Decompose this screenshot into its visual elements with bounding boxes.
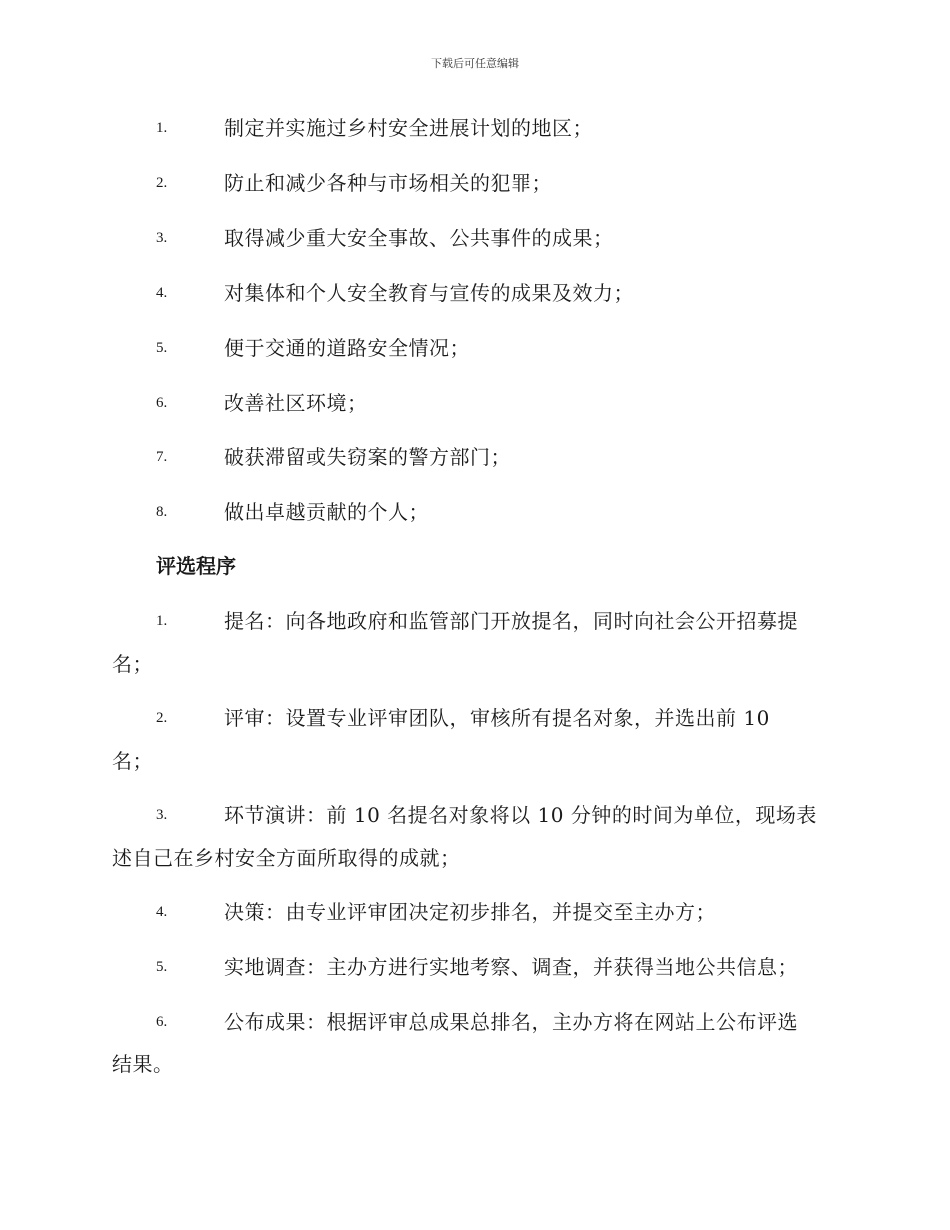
list-text: 便于交通的道路安全情况； (224, 336, 470, 360)
list-text: 取得减少重大安全事故、公共事件的成果； (224, 226, 614, 250)
list-text: 实地调查：主办方进行实地考察、调查，并获得当地公共信息； (224, 955, 798, 979)
list-text: 公布成果：根据评审总成果总排名，主办方将在网站上公布评选 (224, 1010, 798, 1034)
list-text: 制定并实施过乡村安全进展计划的地区； (224, 116, 593, 140)
list-text: 改善社区环境； (224, 391, 368, 415)
list-text: 评审：设置专业评审团队，审核所有提名对象，并选出前 10 (224, 706, 770, 730)
list-number: 1. (156, 120, 168, 136)
list-number: 3. (156, 807, 168, 823)
list-text: 决策：由专业评审团决定初步排名，并提交至主办方； (224, 900, 716, 924)
section-title: 评选程序 (156, 554, 236, 578)
list-number: 6. (156, 395, 168, 411)
list-number: 8. (156, 504, 168, 520)
list-text-continuation: 结果。 (112, 1052, 174, 1076)
page-header: 下载后可任意编辑 (431, 57, 519, 70)
list-text: 防止和减少各种与市场相关的犯罪； (224, 171, 552, 195)
list-text: 做出卓越贡献的个人； (224, 500, 429, 524)
list-text: 提名：向各地政府和监管部门开放提名，同时向社会公开招募提 (224, 609, 798, 633)
list-text: 破获滞留或失窃案的警方部门； (224, 445, 511, 469)
list-number: 2. (156, 710, 168, 726)
list-number: 5. (156, 340, 168, 356)
list-number: 3. (156, 230, 168, 246)
list-text: 环节演讲：前 10 名提名对象将以 10 分钟的时间为单位，现场表 (224, 803, 817, 827)
list-number: 4. (156, 285, 168, 301)
list-number: 2. (156, 175, 168, 191)
list-number: 5. (156, 959, 168, 975)
list-text: 对集体和个人安全教育与宣传的成果及效力； (224, 281, 634, 305)
list-number: 4. (156, 904, 168, 920)
list-number: 6. (156, 1014, 168, 1030)
list-number: 1. (156, 613, 168, 629)
list-text-continuation: 述自己在乡村安全方面所取得的成就； (112, 846, 461, 870)
list-text-continuation: 名； (112, 652, 153, 676)
list-text-continuation: 名； (112, 749, 153, 773)
list-number: 7. (156, 449, 168, 465)
